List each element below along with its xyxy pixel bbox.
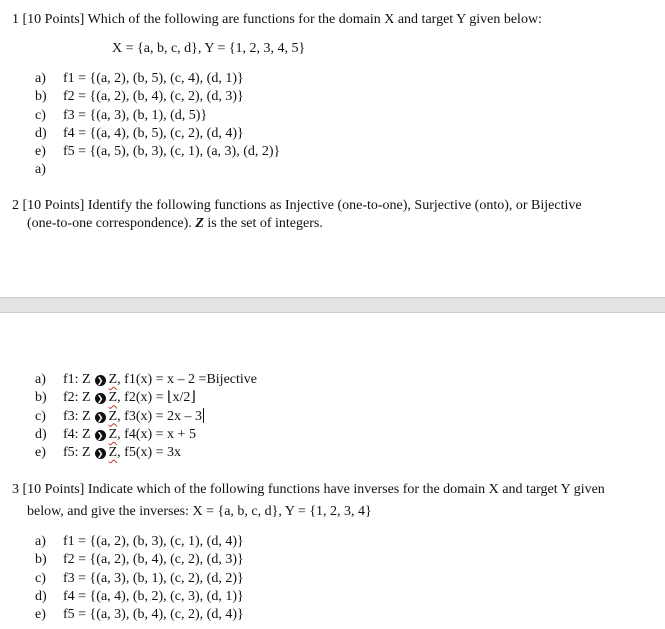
- option-letter: e): [35, 445, 46, 461]
- list-item: [35, 371, 257, 389]
- option-letter: e): [35, 144, 46, 160]
- function-domain: f4: Z: [63, 426, 91, 442]
- question-number: 2: [12, 198, 19, 213]
- question-3-continuation: below, and give the inverses: X = {a, b, c, d}, Y = {1, 2, 3, 4}: [27, 504, 372, 519]
- function-domain: f2: Z: [63, 390, 91, 406]
- list-item: [35, 88, 280, 106]
- list-item[interactable]: [35, 161, 280, 179]
- option-letter: a): [35, 534, 46, 549]
- option-letter: d): [35, 426, 47, 442]
- list-item: [35, 107, 280, 125]
- question-2-heading: [12, 197, 582, 215]
- function-definition[interactable]: , f3(x) = 2x – 3: [117, 408, 203, 424]
- function-codomain: Z: [108, 372, 118, 387]
- option-text: f4 = {(a, 4), (b, 5), (c, 2), (d, 4)}: [63, 125, 244, 141]
- question-number: 3: [12, 482, 19, 497]
- question-2-continuation: [27, 215, 323, 233]
- page-break-divider: [0, 297, 665, 313]
- function-domain: f1: Z: [63, 372, 91, 387]
- function-definition: , f1(x) = x – 2 =Bijective: [117, 372, 257, 387]
- option-text: f4 = {(a, 4), (b, 2), (c, 3), (d, 1)}: [63, 588, 244, 604]
- arrow-right-icon: ❯: [95, 448, 106, 459]
- option-text: f3 = {(a, 3), (b, 1), (d, 5)}: [63, 107, 208, 123]
- list-item: [35, 143, 280, 161]
- arrow-right-icon: ❯: [95, 412, 106, 423]
- option-text: f1 = {(a, 2), (b, 5), (c, 4), (d, 1)}: [63, 71, 244, 86]
- list-item: [35, 551, 244, 569]
- points-label: [10 Points]: [22, 482, 85, 497]
- option-text: f5 = {(a, 3), (b, 4), (c, 2), (d, 4)}: [63, 607, 244, 623]
- function-definition: , f4(x) = x + 5: [117, 426, 196, 442]
- option-letter: c): [35, 570, 46, 586]
- function-domain: f5: Z: [63, 445, 91, 461]
- arrow-right-icon: ❯: [95, 393, 106, 404]
- function-domain: f3: Z: [63, 408, 91, 424]
- arrow-right-icon: ❯: [95, 375, 106, 386]
- question-1-heading: [12, 11, 542, 29]
- option-text: f2 = {(a, 2), (b, 4), (c, 2), (d, 3)}: [63, 552, 244, 568]
- option-letter: a): [35, 162, 46, 178]
- integer-set-symbol: Z: [195, 216, 204, 231]
- option-text: f2 = {(a, 2), (b, 4), (c, 2), (d, 3)}: [63, 89, 244, 105]
- sets-definition: X = {a, b, c, d}, Y = {1, 2, 3, 4, 5}: [112, 41, 306, 56]
- option-text: f1 = {(a, 2), (b, 3), (c, 1), (d, 4)}: [63, 534, 244, 549]
- option-letter: b): [35, 390, 47, 406]
- option-letter: d): [35, 125, 47, 141]
- list-item: [35, 570, 244, 588]
- question-text: is the set of integers.: [203, 216, 323, 231]
- list-item[interactable]: [35, 408, 257, 426]
- question-3-options: [35, 533, 244, 624]
- question-text: Identify the following functions as Injective (one-to-one), Surjective (onto), or Bijective: [87, 198, 582, 213]
- arrow-right-icon: ❯: [95, 430, 106, 441]
- list-item: [35, 70, 280, 88]
- list-item: [35, 426, 257, 444]
- function-codomain: Z: [108, 426, 118, 442]
- function-codomain: Z: [108, 445, 118, 461]
- question-1-options: [35, 70, 280, 180]
- option-letter: b): [35, 552, 47, 568]
- points-label: [10 Points]: [22, 12, 85, 27]
- list-item: [35, 125, 280, 143]
- function-codomain: Z: [108, 390, 118, 406]
- question-text: Which of the following are functions for the domain X and target Y given below:: [87, 12, 542, 27]
- option-letter: c): [35, 408, 46, 424]
- question-2-options: [35, 371, 257, 462]
- list-item: [35, 533, 244, 551]
- option-letter: c): [35, 107, 46, 123]
- option-text: f3 = {(a, 3), (b, 1), (c, 2), (d, 2)}: [63, 570, 244, 586]
- list-item: [35, 606, 244, 624]
- list-item: [35, 444, 257, 462]
- option-letter: b): [35, 89, 47, 105]
- list-item: [35, 389, 257, 407]
- function-definition: , f5(x) = 3x: [117, 445, 182, 461]
- question-text: Indicate which of the following functions have inverses for the domain X and target Y given: [87, 482, 605, 497]
- option-letter: a): [35, 372, 46, 387]
- function-codomain: Z: [108, 408, 118, 424]
- option-letter: e): [35, 607, 46, 623]
- option-letter: d): [35, 588, 47, 604]
- question-number: 1: [12, 12, 19, 27]
- option-text: f5 = {(a, 5), (b, 3), (c, 1), (a, 3), (d, 2)}: [63, 144, 281, 160]
- points-label: [10 Points]: [22, 198, 85, 213]
- function-definition: , f2(x) = ⌊x/2⌋: [117, 390, 196, 406]
- option-letter: a): [35, 71, 46, 86]
- question-text: (one-to-one correspondence).: [27, 216, 196, 231]
- question-3-heading: [12, 481, 605, 499]
- text-cursor: [203, 408, 204, 423]
- list-item: [35, 588, 244, 606]
